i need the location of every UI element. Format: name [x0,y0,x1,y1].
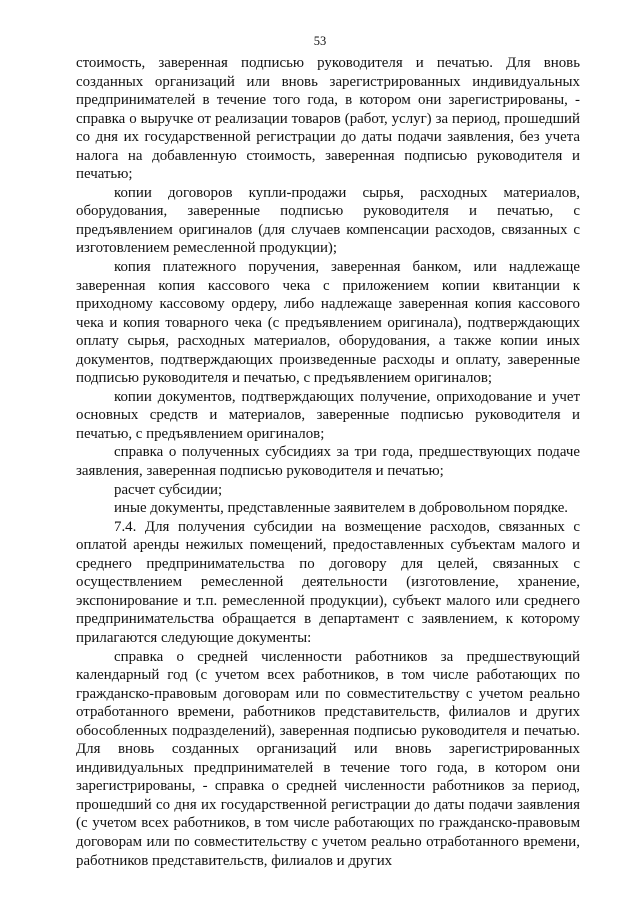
document-body [76,54,580,870]
paragraph: копии договоров купли-продажи сырья, расходных материалов, оборудования, заверенные подписью руководителя и печатью, с предъявлением оригиналов (для случаев компенсации расходов, связанных с изготовлением ремесленной продукции); [76,184,580,257]
paragraph: стоимость, заверенная подписью руководителя и печатью. Для вновь созданных организаций или вновь зарегистрированных индивидуальных предпринимателей в течение того года, в котором они зарегистрированы, - справка о выручке от реализации товаров (работ, услуг) за период, прошедший со дня их государственной регистрации до даты подачи заявления, без учета налога на добавленную стоимость, заверенная подписью руководителя и печатью; [76,55,580,183]
paragraph: копии документов, подтверждающих получение, оприходование и учет основных средств и материалов, заверенные подписью руководителя и печатью, с предъявлением оригиналов; [76,388,580,442]
page-number: 53 [313,34,327,48]
paragraph: 7.4. Для получения субсидии на возмещение расходов, связанных с оплатой аренды нежилых помещений, предоставленных субъектам малого и среднего предпринимательства по договору для целей, связанных с осуществлением ремесленной деятельности (изготовление, хранение, экспонирование и т.п. ремесленной продукции), субъект малого или среднего предпринимательства обращается в департамент с заявлением, к которому прилагаются следующие документы: [76,518,580,646]
paragraph: справка о полученных субсидиях за три года, предшествующих подаче заявления, заверенная подписью руководителя и печатью; [76,444,580,480]
paragraph: справка о средней численности работников за предшествующий календарный год (с учетом всех работников, в том числе работающих по гражданско-правовым договорам или по совместительству с учетом реально отработанного времени, работников представительств, филиалов и других обособленных подразделений), заверенная подписью руководителя и печатью. Для вновь созданных организаций или вновь зарегистрированных индивидуальных предпринимателей в течение того года, в котором они зарегистрированы, - справка о средней численности работников за период, прошедший со дня их государственной регистрации до даты подачи заявления (с учетом всех работников, в том числе работающих по гражданско-правовым договорам или по совместительству с учетом реально отработанного времени, работников представительств, филиалов и других [76,648,580,869]
paragraph: расчет субсидии; [114,481,223,498]
paragraph: копия платежного поручения, заверенная банком, или надлежаще заверенная копия кассового чека с приложением копии квитанции к приходному кассовому ордеру, либо надлежаще заверенная копия кассового чека и копия товарного чека (с предъявлением оригинала), подтверждающих оплату сырья, расходных материалов, оборудования, а также копии иных документов, подтверждающих произведенные расходы и оплату, заверенные подписью руководителя и печатью, с предъявлением оригиналов; [76,259,580,387]
paragraph: иные документы, представленные заявителем в добровольном порядке. [114,500,569,517]
